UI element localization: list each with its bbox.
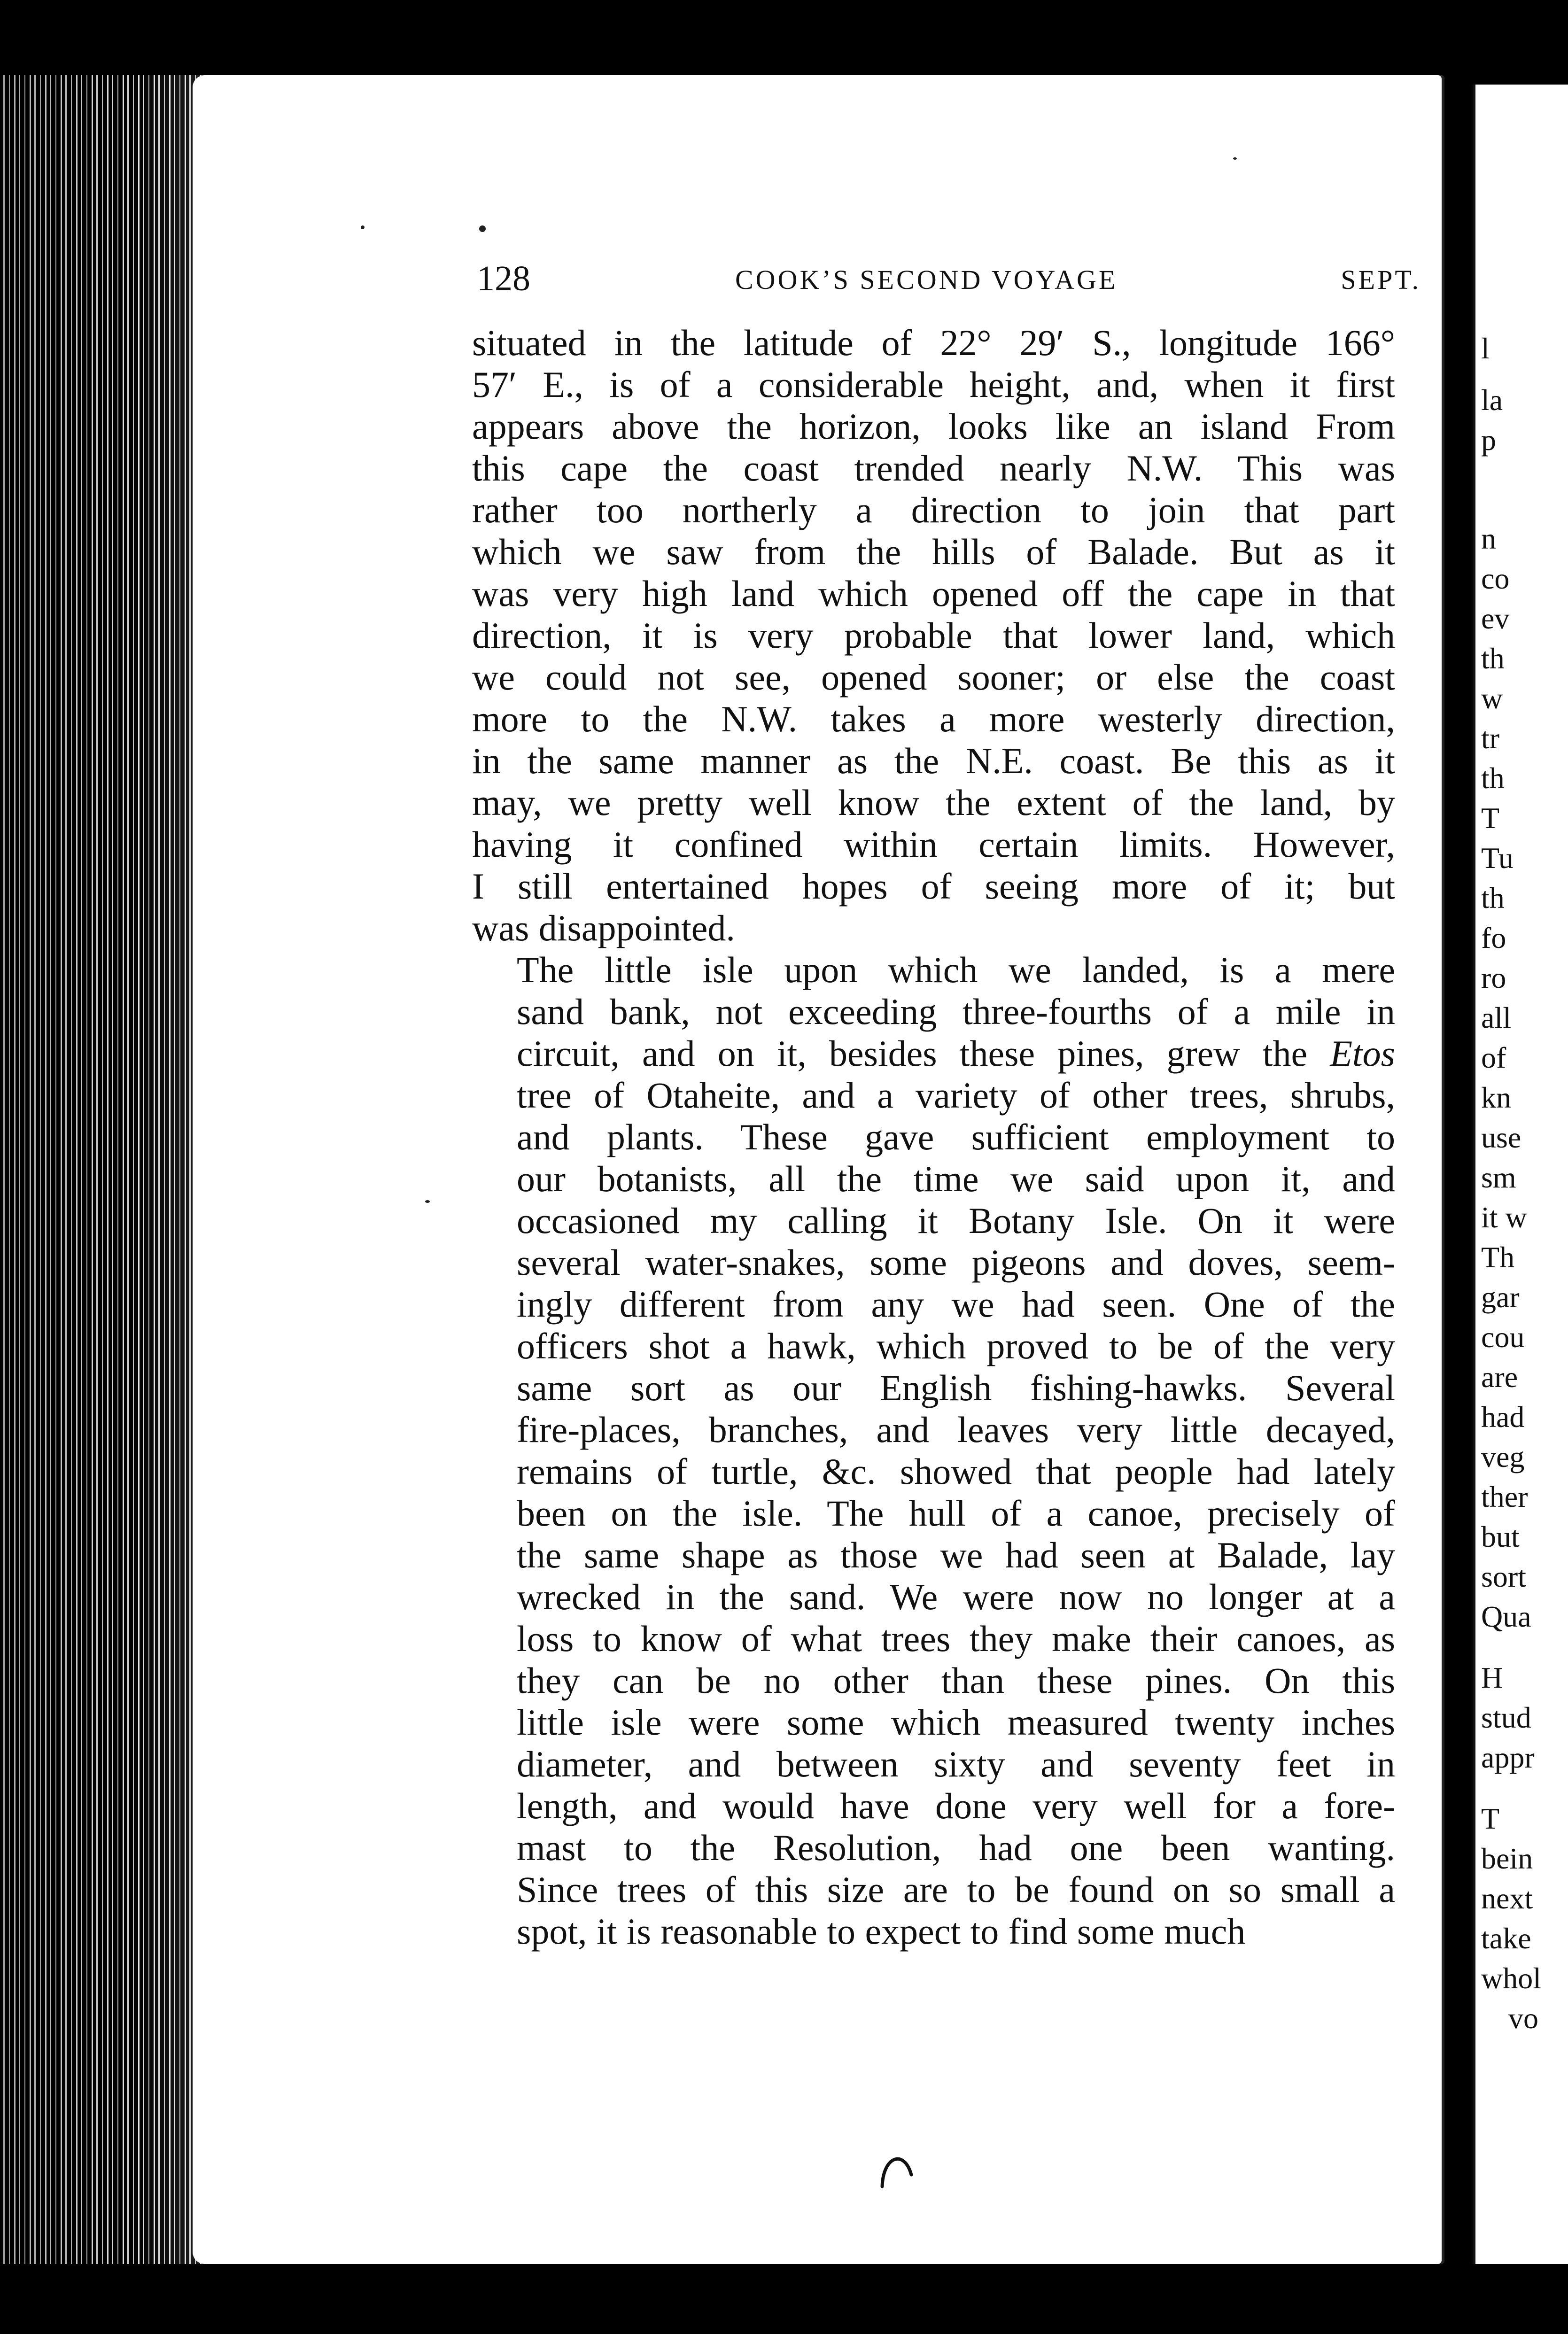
next-page-fragment: take	[1481, 1922, 1531, 1955]
text-line: remains of turtle, &c. showed that people had lately	[517, 1451, 1395, 1492]
text-line: they can be no other than these pines. On this	[517, 1660, 1395, 1701]
next-page-fragment: n	[1481, 522, 1496, 555]
text-line: rather too northerly a direction to join that part	[472, 489, 1395, 530]
next-page-fragment: p	[1481, 423, 1496, 457]
next-page-fragment: th	[1481, 642, 1505, 675]
next-page-fragment: of	[1481, 1041, 1506, 1074]
next-page-fragment: vo	[1508, 2001, 1538, 2035]
text-line: same sort as our English fishing-hawks. Several	[517, 1367, 1395, 1408]
text-line: this cape the coast trended nearly N.W. This was	[472, 448, 1395, 489]
text-line: spot, it is reasonable to expect to find some much	[517, 1911, 1246, 1952]
next-page-fragment: ther	[1481, 1480, 1528, 1513]
next-page-fragment: kn	[1481, 1081, 1511, 1114]
text-line: was very high land which opened off the cape in that	[472, 573, 1395, 614]
next-page-fragment: all	[1481, 1001, 1511, 1034]
text-line: we could not see, opened sooner; or else the coast	[472, 657, 1395, 698]
next-page-fragment: T	[1481, 801, 1500, 835]
text-line: the same shape as those we had seen at Balade, lay	[517, 1535, 1395, 1575]
next-page-fragment: Qua	[1481, 1600, 1531, 1633]
next-page-fragment: Tu	[1481, 841, 1514, 875]
next-page-fragment: are	[1481, 1360, 1518, 1394]
running-month: SEPT.	[1341, 264, 1421, 295]
next-page-fragment: sort	[1481, 1560, 1526, 1593]
ink-speck	[479, 225, 486, 232]
running-title: COOK’S SECOND VOYAGE	[735, 264, 1118, 295]
ink-speck	[1233, 157, 1237, 160]
text-line: tree of Otaheite, and a variety of other trees, shrubs,	[517, 1075, 1395, 1116]
next-page-fragment: had	[1481, 1400, 1525, 1434]
text-line: may, we pretty well know the extent of the land, by	[472, 782, 1395, 823]
next-page-fragment: th	[1481, 881, 1505, 915]
next-page-fragment: H	[1481, 1661, 1503, 1694]
text-line: sand bank, not exceeding three-fourths of a mile in	[517, 991, 1395, 1032]
next-page-fragment: whol	[1481, 1962, 1541, 1995]
next-page-fragment: l	[1481, 332, 1490, 365]
next-page-fragment: but	[1481, 1520, 1520, 1553]
text-line: 57′ E., is of a considerable height, and, when it first	[472, 364, 1395, 405]
text-line: was disappointed.	[472, 907, 735, 948]
next-page-fragment: w	[1481, 682, 1503, 715]
text-line: fire-places, branches, and leaves very little decayed,	[517, 1409, 1395, 1450]
next-page-fragment: gar	[1481, 1280, 1520, 1314]
italic-term: Etos	[1330, 1033, 1395, 1074]
next-page-sliver	[1473, 85, 1568, 2264]
ink-speck	[361, 225, 365, 229]
text-line: ingly different from any we had seen. One of the	[517, 1284, 1395, 1325]
text-line: situated in the latitude of 22° 29′ S., longitude 166°	[472, 322, 1395, 363]
next-page-fragment: cou	[1481, 1320, 1525, 1354]
next-page-fragment: sm	[1481, 1161, 1516, 1194]
running-head	[477, 258, 1435, 301]
next-page-fragment: T	[1481, 1802, 1500, 1835]
next-page-fragment: stud	[1481, 1701, 1531, 1734]
text-line: more to the N.W. takes a more westerly direction,	[472, 698, 1395, 739]
text-line: wrecked in the sand. We were now no longer at a	[517, 1576, 1395, 1617]
body-text	[472, 322, 1395, 1952]
text-line: loss to know of what trees they make their canoes, as	[517, 1618, 1395, 1659]
next-page-fragment: ro	[1481, 961, 1506, 994]
text-line: and plants. These gave sufficient employment to	[517, 1117, 1395, 1157]
text-line: The little isle upon which we landed, is a mere	[517, 949, 1395, 990]
text-line: mast to the Resolution, had one been wanting.	[517, 1827, 1395, 1868]
next-page-fragment: la	[1481, 383, 1503, 417]
paragraph-2	[472, 949, 1395, 1952]
next-page-fragment: Th	[1481, 1241, 1515, 1274]
text-line: I still entertained hopes of seeing more of it; but	[472, 866, 1395, 907]
text-line: circuit, and on it, besides these pines, grew the Etos	[517, 1033, 1395, 1074]
text-line: been on the isle. The hull of a canoe, precisely of	[517, 1493, 1395, 1534]
text-line: in the same manner as the N.E. coast. Be this as it	[472, 740, 1395, 781]
text-line: appears above the horizon, looks like an island From	[472, 406, 1395, 447]
next-page-fragment: bein	[1481, 1842, 1533, 1875]
text-line: our botanists, all the time we said upon it, and	[517, 1158, 1395, 1199]
signature-mark	[878, 2147, 916, 2189]
next-page-fragment: next	[1481, 1882, 1533, 1915]
paragraph-1	[472, 322, 1395, 949]
next-page-fragment: it w	[1481, 1201, 1527, 1234]
book-edge-shading	[0, 75, 221, 2264]
text-line: several water-snakes, some pigeons and doves, seem-	[517, 1242, 1395, 1283]
text-line: diameter, and between sixty and seventy feet in	[517, 1744, 1395, 1784]
text-line: length, and would have done very well for a fore-	[517, 1785, 1395, 1826]
next-page-fragment: use	[1481, 1121, 1521, 1154]
text-line: officers shot a hawk, which proved to be of the very	[517, 1326, 1395, 1366]
next-page-fragment: fo	[1481, 921, 1506, 954]
text-line: Since trees of this size are to be found on so small a	[517, 1869, 1395, 1910]
next-page-fragment: th	[1481, 761, 1505, 795]
next-page-fragment: appr	[1481, 1741, 1535, 1774]
ink-speck	[425, 1200, 430, 1203]
next-page-fragment: tr	[1481, 721, 1500, 755]
text-line: direction, it is very probable that lower land, which	[472, 615, 1395, 656]
next-page-fragment: ev	[1481, 602, 1510, 635]
text-line: occasioned my calling it Botany Isle. On it were	[517, 1200, 1395, 1241]
text-line: little isle were some which measured twenty inches	[517, 1702, 1395, 1743]
text-line: which we saw from the hills of Balade. But as it	[472, 531, 1395, 572]
text-line: having it confined within certain limits. However,	[472, 824, 1395, 865]
page-number: 128	[477, 259, 530, 298]
next-page-fragment: co	[1481, 562, 1510, 595]
next-page-fragment: veg	[1481, 1440, 1525, 1473]
